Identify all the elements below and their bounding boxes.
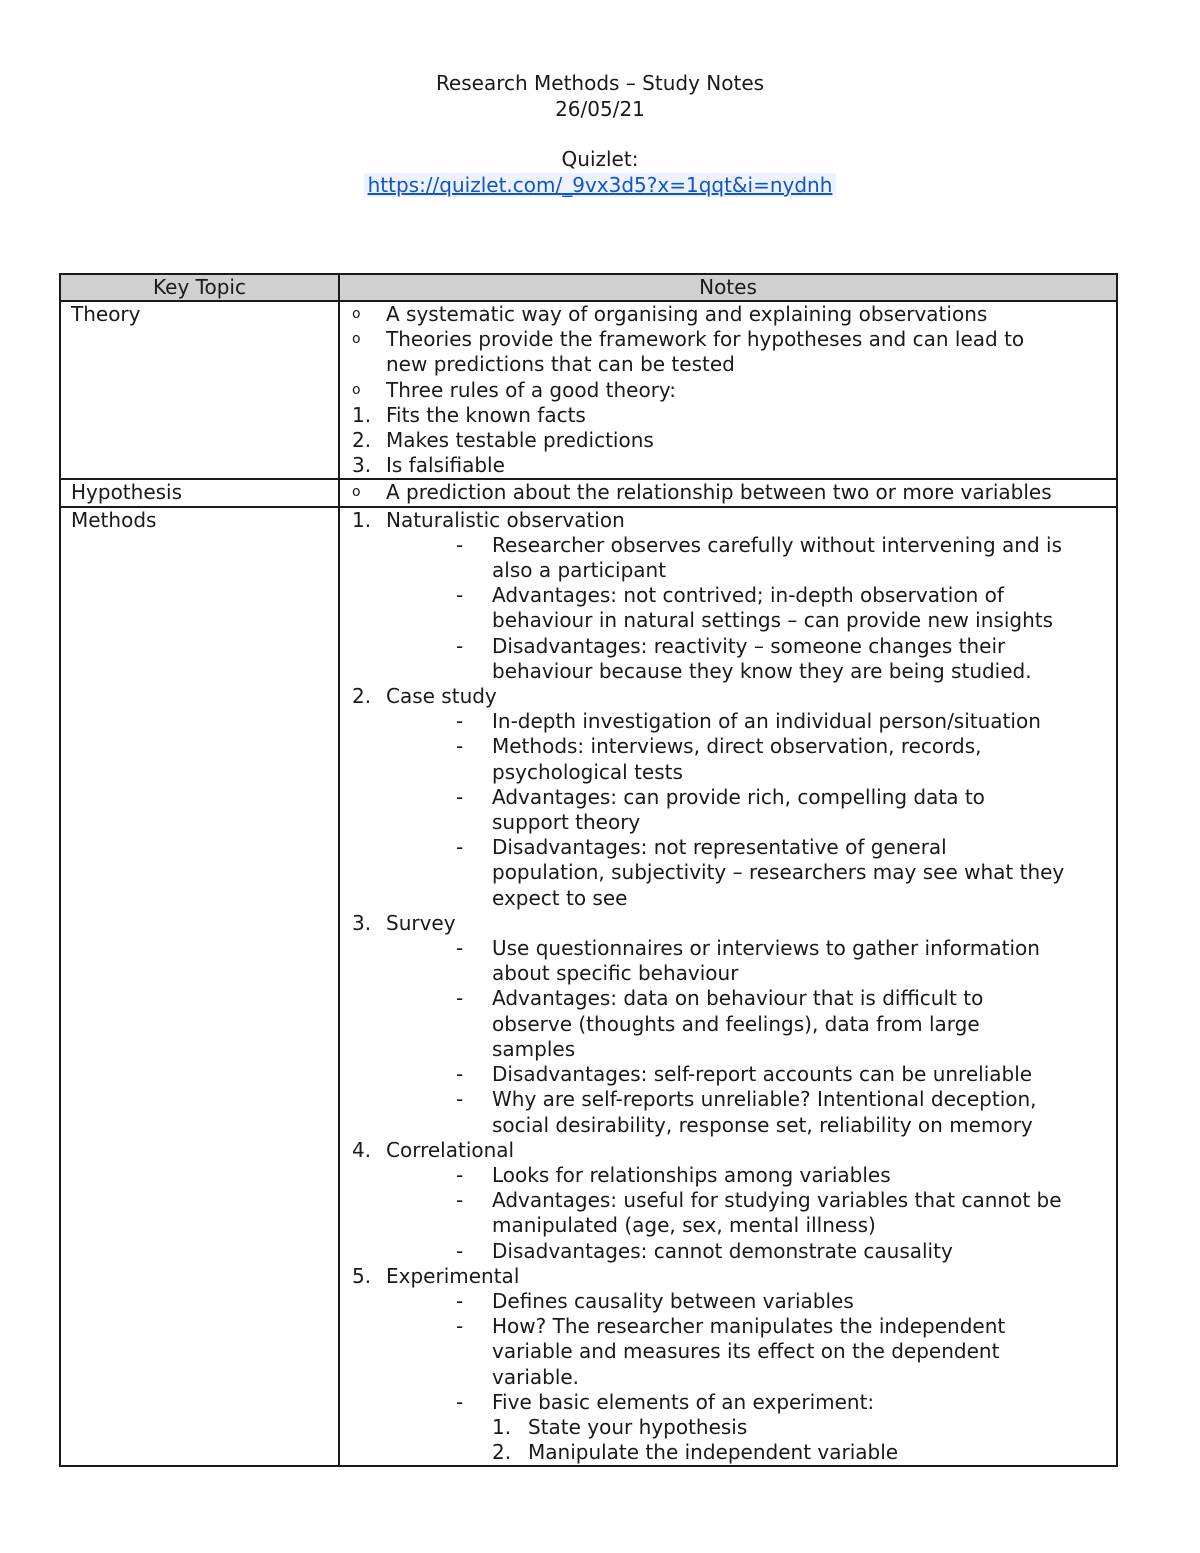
bullet-item: o A prediction about the relationship between two or more variables: [352, 480, 1052, 505]
bullet-item: o A systematic way of organising and explaining observations: [352, 302, 988, 326]
table-row-theory: [60, 301, 1117, 479]
bullet-icon: o: [352, 484, 361, 501]
sub-bullet-item: - Advantages: useful for studying variables that cannot be: [456, 1188, 1062, 1213]
sub-bullet-item: - Advantages: not contrived; in-depth observation of: [456, 583, 1004, 608]
list-item: 2. Case study: [352, 684, 497, 709]
sub-bullet-item: - Methods: interviews, direct observation, records,: [456, 734, 982, 759]
sub-bullet-item: population, subjectivity – researchers may see what they: [492, 860, 1065, 885]
sub-bullet-item: - Advantages: data on behaviour that is difficult to: [456, 986, 984, 1011]
topic-hypothesis: Hypothesis: [60, 479, 339, 506]
sub-bullet-item: variable and measures its effect on the dependent: [492, 1339, 1000, 1364]
notes-table: [59, 273, 1118, 1467]
sub-bullet-item: psychological tests: [492, 759, 683, 784]
sub-bullet-item: expect to see: [492, 885, 628, 910]
bullet-icon: o: [352, 331, 361, 348]
document-title: Research Methods – Study Notes: [435, 71, 765, 95]
sub-bullet-item: - Disadvantages: self-report accounts can be unreliable: [456, 1062, 1033, 1087]
topic-methods: Methods: [60, 507, 339, 1467]
list-item: 1. Fits the known facts: [352, 402, 586, 427]
sub-bullet-item: about specific behaviour: [492, 961, 739, 986]
sub-bullet-item: - How? The researcher manipulates the independent: [456, 1314, 1006, 1339]
bullet-item: o Three rules of a good theory:: [352, 377, 677, 402]
list-item: 2. Manipulate the independent variable: [492, 1440, 899, 1465]
table-row-methods: [60, 507, 1117, 1467]
sub-bullet-item: - Disadvantages: cannot demonstrate causality: [456, 1238, 953, 1263]
notes-methods: [339, 507, 1117, 1467]
quizlet-link[interactable]: https://quizlet.com/_9vx3d5?x=1qqt&i=nydnh: [364, 173, 837, 197]
sub-bullet-item: - Looks for relationships among variables: [456, 1162, 891, 1187]
list-item: 3. Is falsifiable: [352, 453, 505, 478]
sub-bullet-item: - In-depth investigation of an individual person/situation: [456, 709, 1041, 734]
sub-bullet-item: variable.: [492, 1364, 580, 1389]
sub-bullet-item: - Advantages: can provide rich, compelling data to: [456, 784, 985, 809]
list-item: 5. Experimental: [352, 1263, 520, 1288]
list-item: 1. Naturalistic observation: [352, 507, 625, 532]
notes-theory: [339, 301, 1117, 479]
sub-bullet-item: observe (thoughts and feelings), data from large: [492, 1011, 980, 1036]
column-header-key-topic: Key Topic: [60, 274, 339, 301]
sub-bullet-item: - Defines causality between variables: [456, 1288, 854, 1313]
sub-bullet-item: - Disadvantages: not representative of general: [456, 835, 947, 860]
sub-bullet-item: - Use questionnaires or interviews to gather information: [456, 936, 1040, 961]
sub-bullet-item: - Why are self-reports unreliable? Intentional deception,: [456, 1087, 1037, 1112]
sub-bullet-item: samples: [492, 1036, 576, 1061]
list-item: 2. Makes testable predictions: [352, 428, 654, 453]
sub-bullet-item: - Five basic elements of an experiment:: [456, 1389, 875, 1414]
sub-bullet-item: manipulated (age, sex, mental illness): [492, 1213, 876, 1238]
document-header: [0, 70, 1200, 198]
list-item: 1. State your hypothesis: [492, 1414, 748, 1439]
bullet-item: o Theories provide the framework for hypotheses and can lead to: [352, 327, 1025, 352]
sub-bullet-item: - Disadvantages: reactivity – someone changes their: [456, 633, 1006, 658]
list-item: 4. Correlational: [352, 1137, 515, 1162]
quizlet-label: Quizlet:: [561, 147, 639, 171]
bullet-icon: o: [352, 381, 361, 398]
sub-bullet-item: social desirability, response set, reliability on memory: [492, 1112, 1033, 1137]
notes-hypothesis: [339, 479, 1117, 506]
sub-bullet-item: behaviour because they know they are being studied.: [492, 658, 1032, 683]
sub-bullet-item: behaviour in natural settings – can provide new insights: [492, 608, 1054, 633]
table-header-row: [60, 274, 1117, 301]
column-header-notes: Notes: [339, 274, 1117, 301]
sub-bullet-item: also a participant: [492, 558, 667, 583]
sub-bullet-item: support theory: [492, 810, 641, 835]
table-row-hypothesis: [60, 479, 1117, 506]
bullet-item-continuation: new predictions that can be tested: [386, 352, 735, 377]
topic-theory: Theory: [60, 301, 339, 479]
sub-bullet-item: - Researcher observes carefully without intervening and is: [456, 532, 1062, 557]
bullet-icon: o: [352, 306, 361, 322]
list-item: 3. Survey: [352, 910, 456, 935]
document-date: 26/05/21: [555, 97, 645, 121]
